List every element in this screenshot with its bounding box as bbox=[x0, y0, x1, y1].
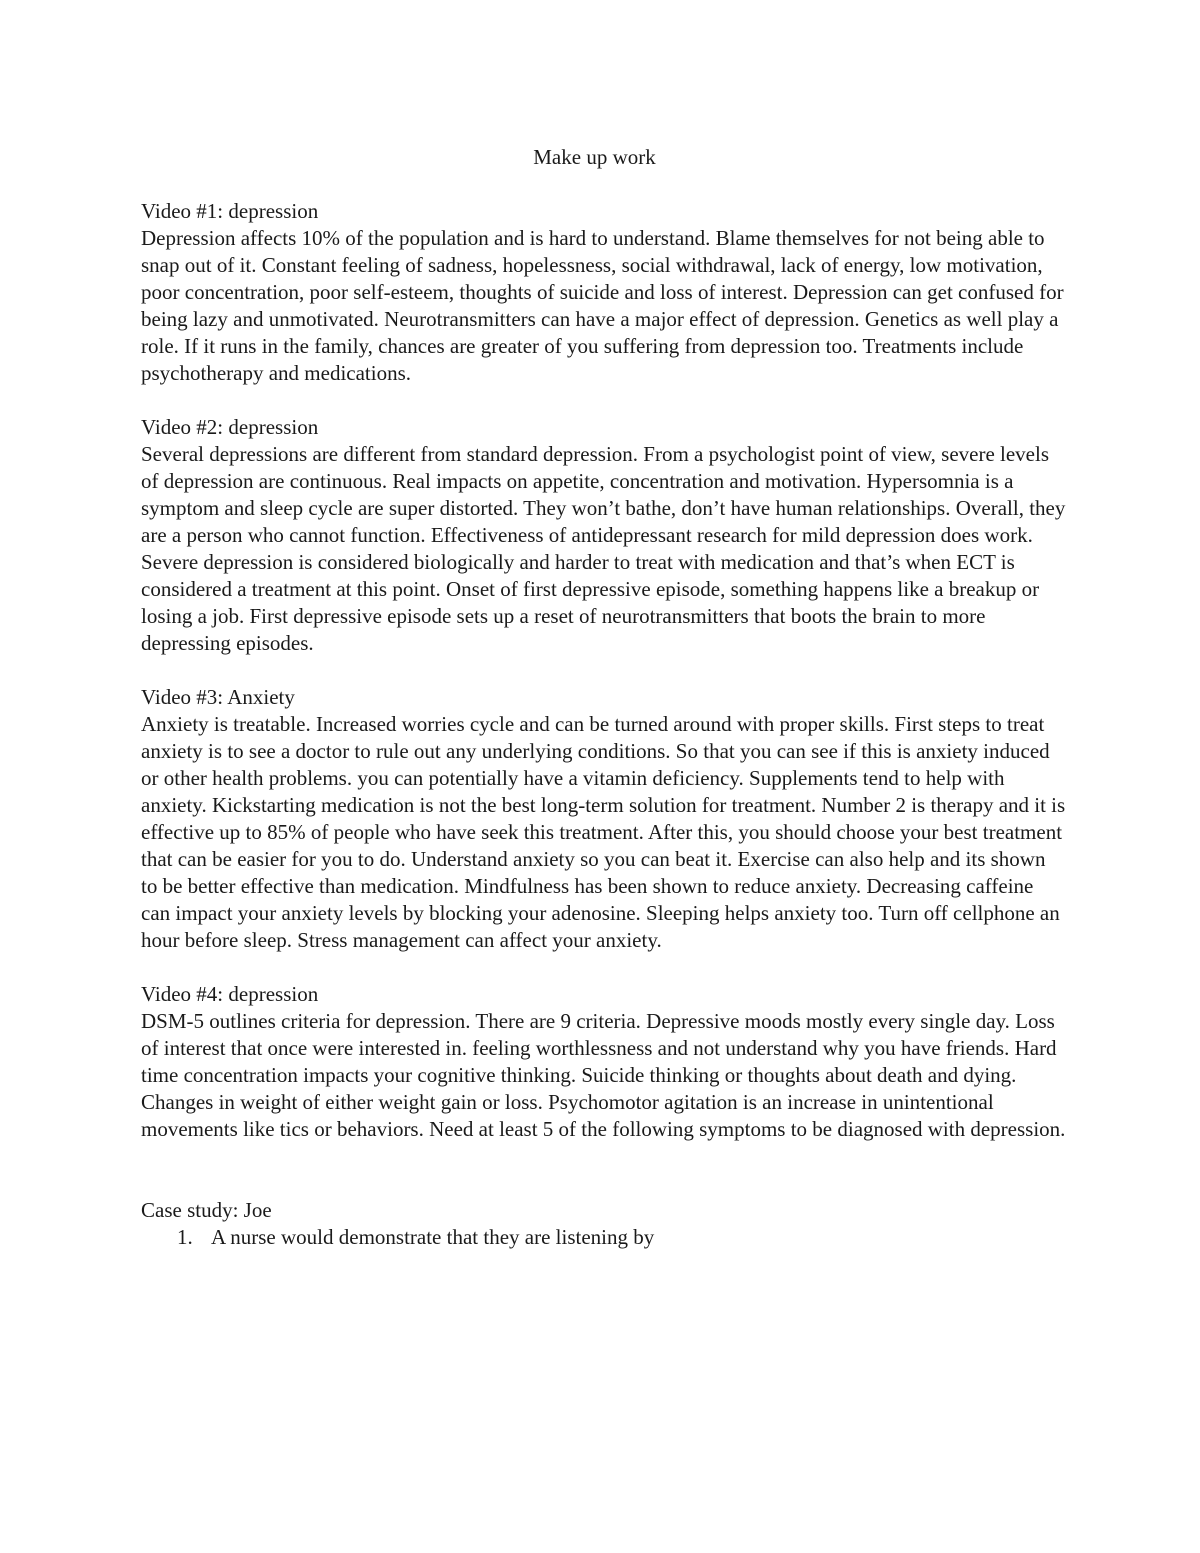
list-item-number: 1. bbox=[177, 1225, 193, 1249]
list-item bbox=[141, 1224, 1066, 1251]
section-video-3 bbox=[141, 684, 1066, 954]
section-body: Depression affects 10% of the population and is hard to understand. Blame themselves for not being able to snap out of it. Constant feeling of sadness, hopelessness, social withdrawal, lack of energy, low motivation, poor concentration, poor self-esteem, thoughts of suicide and loss of interest. Depression can get confused for being lazy and unmotivated. Neurotransmitters can have a major effect of depression. Genetics as well play a role. If it runs in the family, chances are greater of you suffering from depression too. Treatments include psychotherapy and medications. bbox=[141, 226, 1064, 385]
section-body: Several depressions are different from standard depression. From a psychologist point of view, severe levels of depression are continuous. Real impacts on appetite, concentration and motivation. Hypersomnia is a symptom and sleep cycle are super distorted. They won’t bathe, don’t have human relationships. Overall, they are a person who cannot function. Effectiveness of antidepressant research for mild depression does work. Severe depression is considered biologically and harder to treat with medication and that’s when ECT is considered a treatment at this point. Onset of first depressive episode, something happens like a breakup or losing a job. First depressive episode sets up a reset of neurotransmitters that boots the brain to more depressing episodes. bbox=[141, 442, 1066, 655]
section-video-4 bbox=[141, 981, 1066, 1143]
section-heading: Video #2: depression bbox=[141, 415, 319, 439]
list-item-text: A nurse would demonstrate that they are listening by bbox=[211, 1225, 655, 1249]
section-heading: Video #3: Anxiety bbox=[141, 685, 295, 709]
section-body: DSM-5 outlines criteria for depression. There are 9 criteria. Depressive moods mostly every single day. Loss of interest that once were interested in. feeling worthlessness and not understand why you have friends. Hard time concentration impacts your cognitive thinking. Suicide thinking or thoughts about death and dying. Changes in weight of either weight gain or loss. Psychomotor agitation is an increase in unintentional movements like tics or behaviors. Need at least 5 of the following symptoms to be diagnosed with depression. bbox=[141, 1009, 1066, 1141]
section-video-1 bbox=[141, 198, 1066, 387]
section-heading: Video #4: depression bbox=[141, 982, 319, 1006]
document-title: Make up work bbox=[533, 145, 656, 169]
document-content bbox=[141, 144, 1066, 1278]
section-heading: Video #1: depression bbox=[141, 199, 319, 223]
case-study-heading: Case study: Joe bbox=[141, 1198, 272, 1222]
section-video-2 bbox=[141, 414, 1066, 657]
case-study bbox=[141, 1197, 1066, 1251]
case-study-list bbox=[141, 1224, 1066, 1251]
section-body: Anxiety is treatable. Increased worries cycle and can be turned around with proper skills. First steps to treat anxiety is to see a doctor to rule out any underlying conditions. So that you can see if this is anxiety induced or other health problems. you can potentially have a vitamin deficiency. Supplements tend to help with anxiety. Kickstarting medication is not the best long-term solution for treatment. Number 2 is therapy and it is effective up to 85% of people who have seek this treatment. After this, you should choose your best treatment that can be easier for you to do. Understand anxiety so you can beat it. Exercise can also help and its shown to be better effective than medication. Mindfulness has been shown to reduce anxiety. Decreasing caffeine can impact your anxiety levels by blocking your adenosine. Sleeping helps anxiety too. Turn off cellphone an hour before sleep. Stress management can affect your anxiety. bbox=[141, 712, 1066, 952]
